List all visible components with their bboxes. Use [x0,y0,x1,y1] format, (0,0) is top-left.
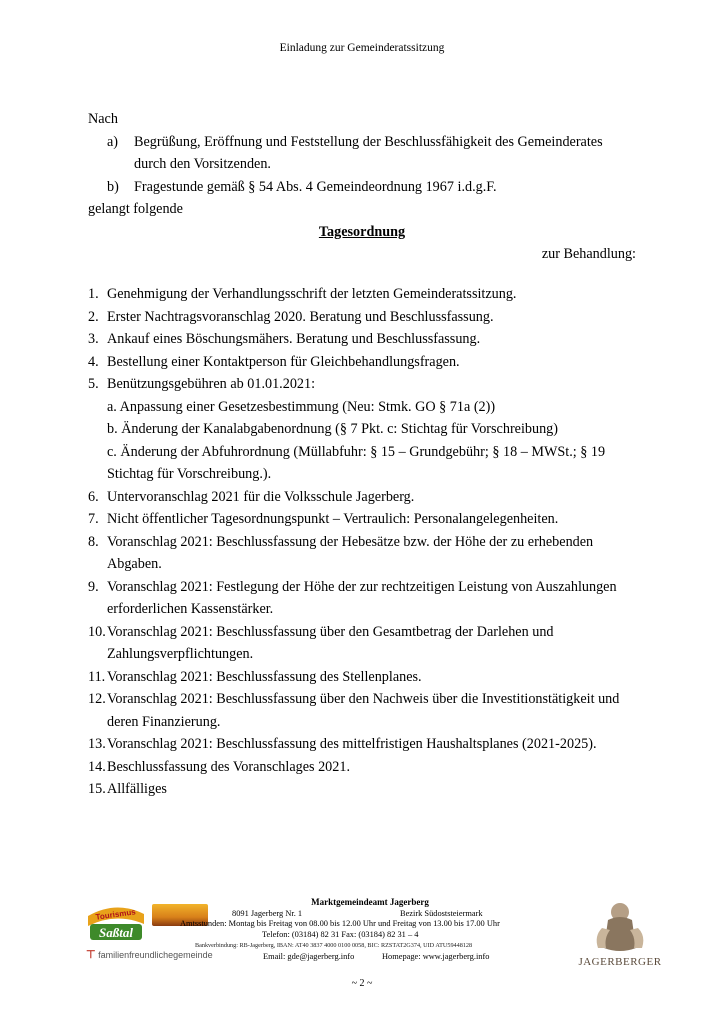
agenda-item-cont: Abgaben. [107,556,162,572]
agenda-item-number: 12. [88,691,106,707]
agenda-item [88,486,648,509]
agenda-item-text: Beschlussfassung des Voranschlages 2021. [107,758,351,775]
agenda-item-text: Erster Nachtragsvoranschlag 2020. Beratung und Beschlussfassung. [107,308,494,325]
intro-item-a-marker: a) [107,133,119,150]
agenda-item-number: 4. [88,353,99,370]
agenda-item-text: Benützungsgebühren ab 01.01.2021: [107,376,316,392]
footer-email: Email: gde@jagerberg.info [263,952,355,961]
agenda-item-text: Untervoranschlag 2021 für die Volksschule Jagerberg. [107,488,415,505]
agenda-item-text: Voranschlag 2021: Beschlussfassung des mittelfristigen Haushaltsplanes (2021-2025). [107,736,597,752]
agenda-item-text: Voranschlag 2021: Festlegung der Höhe der zur rechtzeitigen Leistung von Auszahlungen [107,578,617,595]
footer-district: Bezirk Südoststeiermark [400,909,483,918]
agenda-item [88,621,648,644]
intro-item-a-line1: Begrüßung, Eröffnung und Feststellung der Beschlussfähigkeit des Gemeinderates [134,133,603,150]
agenda-item [88,328,648,351]
agenda-item-number: 7. [88,511,99,527]
agenda-item [88,306,648,329]
family-logo [86,948,213,961]
agenda-item [88,508,648,531]
agenda-item-text: Allfälliges [107,781,167,797]
agenda-item [88,756,648,779]
footer-bank: Bankverbindung: RB-Jagerberg, IBAN: AT40 3837 4000 0100 0058, BIC: RZSTAT2G374, UID ATU59448128 [195,942,473,949]
agenda-item-cont: erforderlichen Kassenstärker. [107,601,274,617]
footer-office: Marktgemeindeamt Jagerberg [311,897,429,907]
agenda-item [88,351,648,374]
footer-phone: Telefon: (03184) 82 31 Fax: (03184) 82 31 – 4 [262,930,419,939]
tourism-logo [86,902,146,942]
agenda-item-number: 14. [88,758,106,775]
intro-item-b-marker: b) [107,178,119,195]
agenda-item-cont: Zahlungsverpflichtungen. [107,646,254,662]
agenda-item [88,778,648,801]
jagerberger-logo [574,898,666,970]
agenda-item-number: 6. [88,488,99,505]
agenda-item-number: 3. [88,331,99,347]
agenda-item-number: 1. [88,286,99,302]
family-logo-text: familienfreundlichegemeinde [98,950,213,960]
agenda-subitem-c-cont: Stichtag für Vorschreibung.). [107,466,272,482]
agenda-item-number: 8. [88,533,99,550]
agenda-item [88,666,648,689]
intro-item-b-line1: Fragestunde gemäß § 54 Abs. 4 Gemeindeordnung 1967 i.d.g.F. [134,178,497,195]
jagerberger-logo-text: JAGERBERGER [578,956,662,968]
agenda-item [88,283,648,306]
agenda-subitem-a: a. Anpassung einer Gesetzesbestimmung (Neu: Stmk. GO § 71a (2)) [107,398,496,415]
intro-section [88,108,648,266]
intro-behandlung: zur Behandlung: [541,246,636,262]
intro-nach: Nach [88,111,118,127]
agenda-item-text: Bestellung einer Kontaktperson für Gleichbehandlungsfragen. [107,353,460,370]
agenda-item-text: Genehmigung der Verhandlungsschrift der letzten Gemeinderatssitzung. [107,286,517,302]
agenda-item-cont: deren Finanzierung. [107,713,221,730]
agenda-subitem-c: c. Änderung der Abfuhrordnung (Müllabfuhr: § 15 – Grundgebühr; § 18 – MWSt.; § 19 [107,443,606,460]
agenda-item-number: 11. [88,668,106,685]
agenda-item [88,373,648,396]
page-number: ~ 2 ~ [351,978,373,989]
agenda-item-text: Voranschlag 2021: Beschlussfassung über den Nachweis über die Investitionstätigkeit und [107,691,620,707]
footer-homepage: Homepage: www.jagerberg.info [382,952,490,961]
page-header: Einladung zur Gemeinderatssitzung [279,42,445,54]
agenda-item-text: Ankauf eines Böschungsmähers. Beratung und Beschlussfassung. [107,331,481,347]
agenda-item-text: Voranschlag 2021: Beschlussfassung des Stellenplanes. [107,668,422,685]
agenda-item [88,576,648,599]
agenda-item-number: 9. [88,578,99,595]
agenda-title: Tagesordnung [318,223,406,240]
agenda-item-text: Voranschlag 2021: Beschlussfassung der Hebesätze bzw. der Höhe der zu erhebenden [107,533,594,550]
agenda-list [88,283,648,801]
footer-address: 8091 Jagerberg Nr. 1 [232,909,303,918]
agenda-item-number: 13. [88,736,106,752]
intro-item-b [88,176,648,199]
agenda-item-number: 2. [88,308,99,325]
intro-item-a [88,131,648,154]
agenda-subitem-b: b. Änderung der Kanalabgabenordnung (§ 7 Pkt. c: Stichtag für Vorschreibung) [107,421,559,437]
family-logo-icon: ⊤ [86,949,96,961]
intro-gelangt: gelangt folgende [88,201,183,217]
agenda-item [88,733,648,756]
agenda-item-number: 10. [88,623,106,640]
agenda-item-text: Voranschlag 2021: Beschlussfassung über den Gesamtbetrag der Darlehen und [107,623,554,640]
footer-hours: Amtsstunden: Montag bis Freitag von 08.00 bis 12.00 Uhr und Freitag von 13.00 bis 17.00 Uhr [180,919,500,928]
agenda-item-number: 15. [88,781,106,797]
intro-item-a-line2: durch den Vorsitzenden. [134,156,271,172]
tourism-logo-top-text: Tourismus [95,907,137,922]
agenda-item [88,688,648,711]
tourism-logo-bottom-text: Saßtal [99,925,133,940]
agenda-item [88,531,648,554]
agenda-item-text: Nicht öffentlicher Tagesordnungspunkt – Vertraulich: Personalangelegenheiten. [107,511,559,527]
agenda-item-number: 5. [88,376,99,392]
